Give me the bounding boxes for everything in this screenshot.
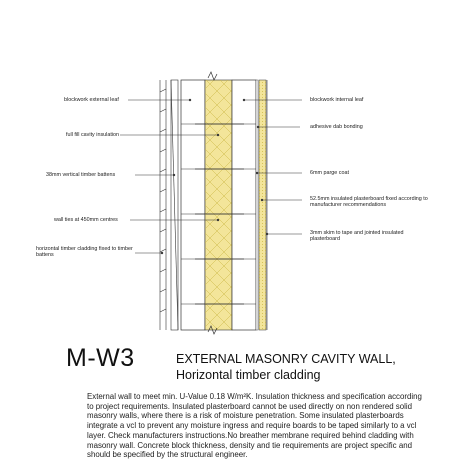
- label-blockwork-external-leaf: blockwork external leaf: [64, 97, 119, 103]
- label-wall-ties: wall ties at 450mm centres: [54, 217, 118, 223]
- label-timber-cladding: horizontal timber cladding fixed to timber battens: [36, 246, 133, 259]
- label-blockwork-internal-leaf: blockwork internal leaf: [310, 97, 364, 103]
- drawing-code: M-W3: [66, 344, 135, 372]
- cavity-insulation: [205, 80, 232, 330]
- blockwork-internal-leaf: [232, 80, 256, 330]
- timber-battens: [171, 80, 178, 330]
- blockwork-external-leaf: [181, 80, 205, 330]
- insulated-plasterboard: [256, 80, 267, 330]
- label-parge-coat: 6mm parge coat: [310, 170, 349, 176]
- label-insulated-plasterboard: 52.5mm insulated plasterboard fixed according to manufacturer recommendations: [310, 196, 428, 209]
- drawing-title-line1: EXTERNAL MASONRY CAVITY WALL,: [176, 352, 396, 366]
- drawing-title-line2: Horizontal timber cladding: [176, 368, 321, 382]
- timber-cladding: [160, 80, 166, 330]
- label-full-fill-cavity-insulation: full fill cavity insulation: [66, 132, 120, 138]
- label-skim-coat: 3mm skim to tape and jointed insulated plasterboard: [310, 230, 404, 243]
- label-adhesive-dab-bonding: adhesive dab bonding: [310, 124, 363, 130]
- label-timber-battens: 38mm vertical timber battens: [46, 172, 116, 178]
- drawing-description: External wall to meet min. U-Value 0.18 W/m²K. Insulation thickness and specification according to project requirements. Insulated plasterboard cannot be used directly on non rendered solid masonry walls, where there is a risk of moisture penetration. Some insulated plasterboards integrate a vcl to prevent any moisture ingress and require boards to be taped similarly to a vcl layer. Check manufacturers instructions.No breather membrane required behind cladding with masonry wall. Concrete block thickness, density and tie requirements are project specific and should be specified by the structural engineer.: [87, 392, 422, 460]
